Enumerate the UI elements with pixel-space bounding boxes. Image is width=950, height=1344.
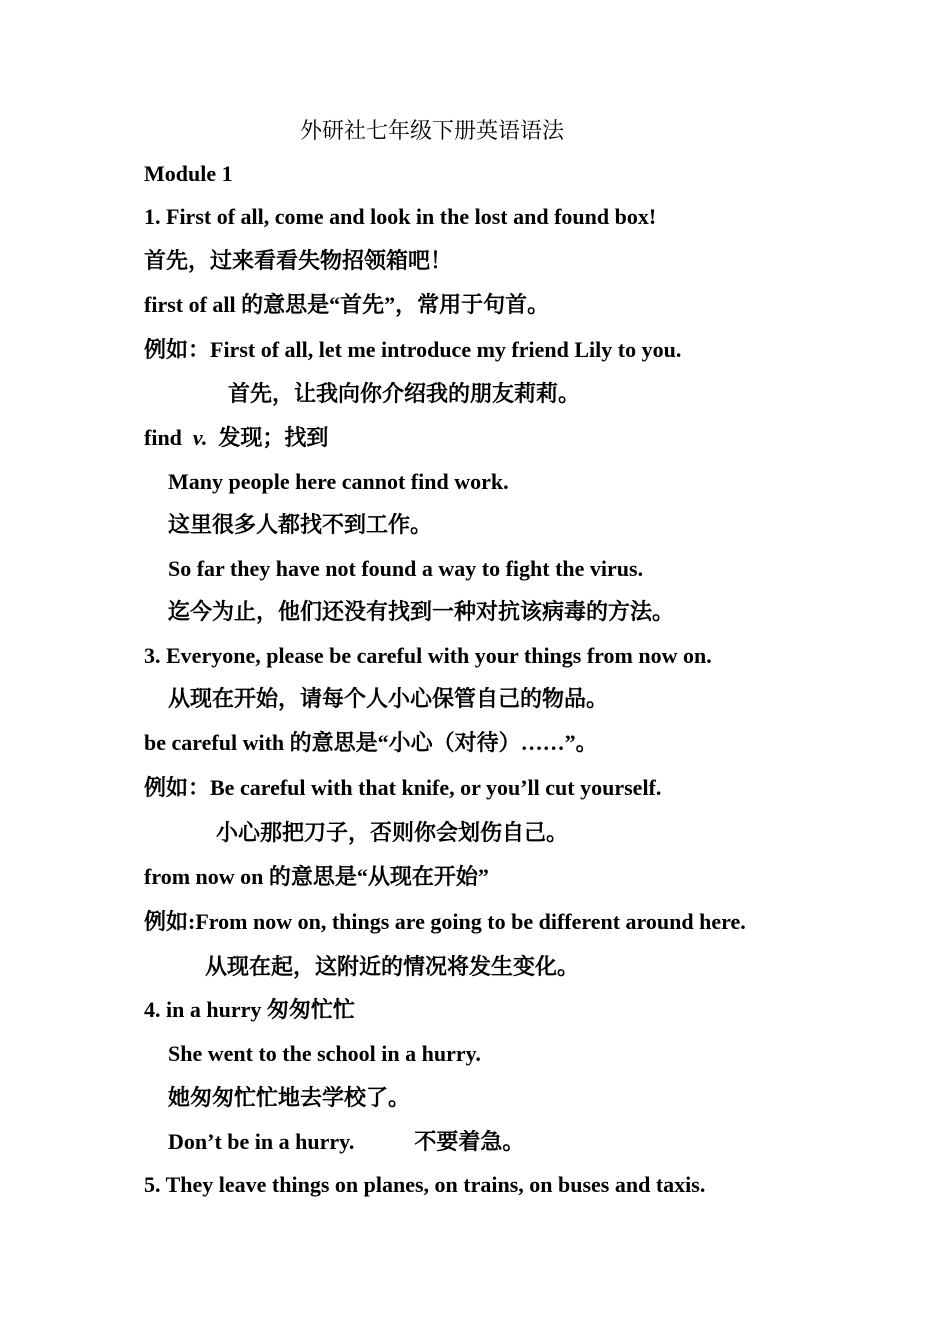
example-be-careful-with: 例如：Be careful with that knife, or you’ll cut yourself. [144, 775, 662, 800]
example-translation-be-careful-with: 小心那把刀子，否则你会划伤自己。 [216, 820, 569, 845]
example-first-of-all: 例如：First of all, let me introduce my friend Lily to you. [144, 337, 682, 362]
example-find-1-translation: 这里很多人都找不到工作。 [168, 512, 433, 537]
sentence-3: 3. Everyone, please be careful with your things from now on. [144, 643, 712, 668]
note-be-careful-with: be careful with 的意思是“小心（对待）……”。 [144, 730, 598, 755]
example-translation-first-of-all: 首先，让我向你介绍我的朋友莉莉。 [228, 381, 581, 406]
note-first-of-all: first of all 的意思是“首先”，常用于句首。 [144, 292, 550, 317]
example-find-2: So far they have not found a way to fight the virus. [168, 556, 644, 581]
note-from-now-on: from now on 的意思是“从现在开始” [144, 864, 489, 889]
sentence-1: 1. First of all, come and look in the lost and found box! [144, 204, 657, 229]
example-in-a-hurry-1-translation: 她匆匆忙忙地去学校了。 [168, 1085, 411, 1110]
example-from-now-on: 例如:From now on, things are going to be different around here. [144, 909, 746, 934]
vocab-word: find [144, 425, 182, 450]
sentence-4: 4. in a hurry 匆匆忙忙 [144, 997, 355, 1022]
sentence-5: 5. They leave things on planes, on trains, on buses and taxis. [144, 1172, 706, 1197]
example-find-1: Many people here cannot find work. [168, 469, 509, 494]
example-in-a-hurry-1: She went to the school in a hurry. [168, 1041, 481, 1066]
example-translation-from-now-on: 从现在起，这附近的情况将发生变化。 [205, 954, 580, 979]
vocab-meaning: 发现；找到 [218, 425, 329, 450]
part-of-speech: v. [192, 425, 208, 450]
translation-3: 从现在开始，请每个人小心保管自己的物品。 [168, 686, 609, 711]
module-heading: Module 1 [144, 161, 233, 186]
document-title: 外研社七年级下册英语语法 [300, 118, 565, 143]
vocab-find [144, 425, 328, 451]
translation-1: 首先，过来看看失物招领箱吧！ [144, 248, 453, 273]
example-in-a-hurry-2-translation: 不要着急。 [414, 1129, 525, 1154]
example-in-a-hurry-2 [168, 1129, 524, 1155]
example-in-a-hurry-2-english: Don’t be in a hurry. [168, 1129, 355, 1154]
example-find-2-translation: 迄今为止，他们还没有找到一种对抗该病毒的方法。 [168, 599, 675, 624]
